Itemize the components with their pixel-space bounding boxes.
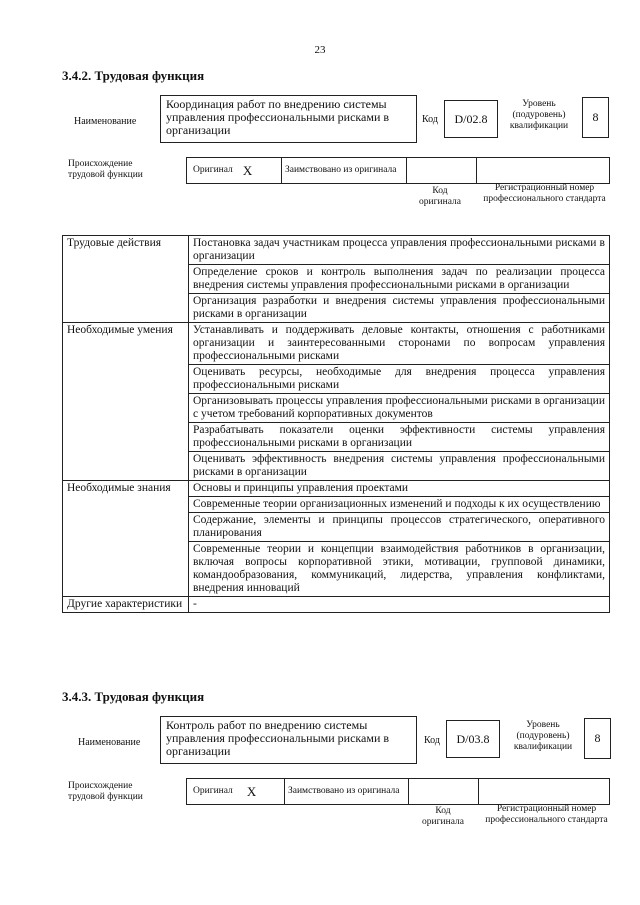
category-cell: Необходимые умения: [63, 323, 189, 481]
code-value: D/03.8: [456, 731, 490, 746]
table-cell: Современные теории организационных изменений и подходы к их осуществлению: [189, 497, 610, 513]
reg-number-label: Регистрационный номер профессионального стандарта: [485, 804, 608, 825]
function-name-box: [160, 95, 417, 143]
level-label: Уровень (подуровень) квалификации: [509, 99, 569, 131]
original-label: Оригинал: [193, 786, 233, 796]
original-cell: [187, 158, 282, 183]
level-box: [584, 718, 611, 759]
function-details-table: [62, 235, 610, 613]
original-label: Оригинал: [193, 165, 233, 175]
name-label: Наименование: [74, 116, 137, 127]
origin-row: [186, 157, 610, 184]
table-cell: Оценивать ресурсы, необходимые для внедрения процесса управления профессиональными рисками: [189, 365, 610, 394]
category-cell: Трудовые действия: [63, 236, 189, 323]
table-cell: Современные теории и концепции взаимодействия работников в организации, включая вопросы корпоративной этики, мотивации, групповой динамики, командообразования, коммуникаций, лидерства, управления конфликтами, внедрения инноваций: [189, 542, 610, 597]
function-name: Координация работ по внедрению системы управления профессиональными рисками в организации: [166, 97, 390, 137]
reg-number-cell: [479, 779, 609, 804]
category-cell: Другие характеристики: [63, 597, 189, 613]
level-value: 8: [594, 731, 601, 745]
reg-number-cell: [477, 158, 609, 183]
code-label: Код: [424, 735, 440, 746]
origin-label: Происхождение трудовой функции: [68, 159, 143, 180]
original-cell: [187, 779, 285, 804]
table-cell: Организация разработки и внедрения системы управления профессиональными рисками в организации: [189, 294, 610, 323]
origin-row: [186, 778, 610, 805]
name-label: Наименование: [78, 737, 141, 748]
code-original-label: Код оригинала: [422, 806, 464, 827]
code-original-cell: [407, 158, 477, 183]
function-name-box: [160, 716, 417, 764]
origin-label: Происхождение трудовой функции: [68, 781, 143, 802]
table-cell: -: [189, 597, 610, 613]
code-box: [446, 720, 500, 758]
borrowed-cell: [285, 779, 409, 804]
table-cell: Постановка задач участникам процесса управления профессиональными рисками в организации: [189, 236, 610, 265]
level-value: 8: [592, 110, 599, 124]
table-row: [63, 597, 610, 613]
table-cell: Организовывать процессы управления профессиональными рисками в организации с учетом требований корпоративных документов: [189, 394, 610, 423]
code-original-cell: [409, 779, 479, 804]
table-row: [63, 481, 610, 497]
function-name: Контроль работ по внедрению системы управления профессиональными рисками в организации: [166, 718, 390, 758]
table-cell: Устанавливать и поддерживать деловые контакты, отношения с работниками организации и заинтересованными сторонами по вопросам управления профессиональными рисками: [189, 323, 610, 365]
borrowed-cell: [282, 158, 407, 183]
table-row: [63, 236, 610, 265]
original-mark: X: [246, 783, 257, 799]
reg-number-label: Регистрационный номер профессионального стандарта: [483, 183, 606, 204]
code-value: D/02.8: [454, 111, 488, 126]
table-cell: Содержание, элементы и принципы процессов стратегического, оперативного планирования: [189, 513, 610, 542]
table-row: [63, 323, 610, 365]
table-cell: Основы и принципы управления проектами: [189, 481, 610, 497]
code-label: Код: [422, 114, 438, 125]
level-box: [582, 97, 609, 138]
original-mark: X: [242, 162, 253, 178]
table-cell: Определение сроков и контроль выполнения задач по реализации процесса внедрения системы управления профессиональными рисками в организации: [189, 265, 610, 294]
borrowed-label: Заимствовано из оригинала: [285, 165, 397, 175]
code-original-label: Код оригинала: [419, 186, 461, 207]
table-cell: Разрабатывать показатели оценки эффективности системы управления профессиональными рисками в организации: [189, 423, 610, 452]
section-heading: 3.4.3. Трудовая функция: [62, 689, 205, 704]
category-cell: Необходимые знания: [63, 481, 189, 597]
page-number: 23: [314, 44, 326, 56]
level-label: Уровень (подуровень) квалификации: [513, 720, 573, 752]
section-heading: 3.4.2. Трудовая функция: [62, 68, 205, 83]
code-box: [444, 100, 498, 138]
table-cell: Оценивать эффективность внедрения системы управления профессиональными рисками в организации: [189, 452, 610, 481]
borrowed-label: Заимствовано из оригинала: [288, 786, 400, 796]
